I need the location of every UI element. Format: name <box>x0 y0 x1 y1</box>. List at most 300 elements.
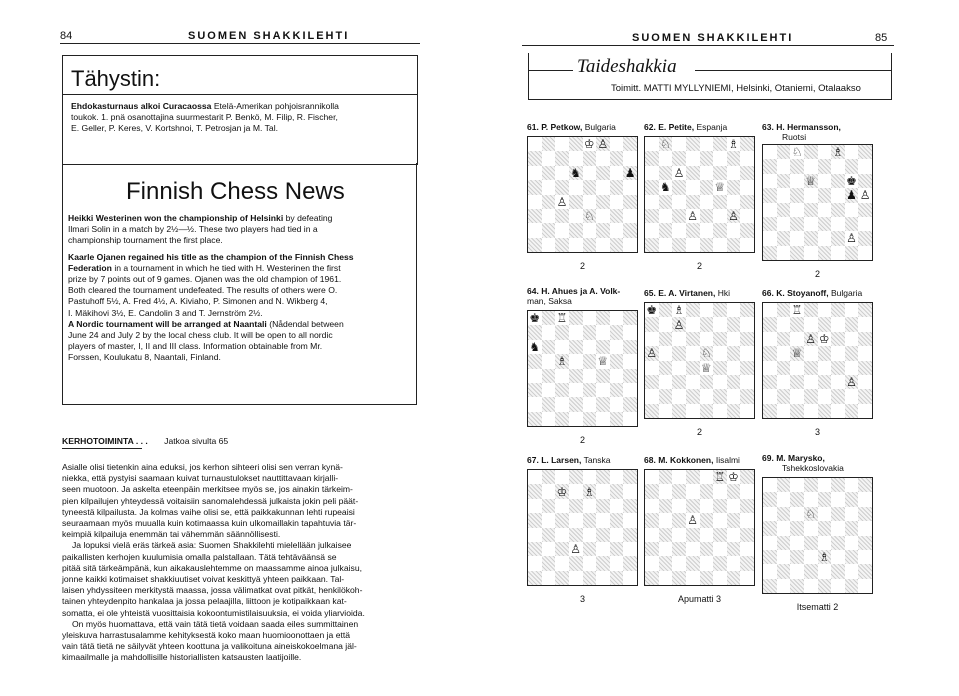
board-square <box>569 209 583 223</box>
board-square <box>831 492 845 506</box>
board-square <box>596 223 610 237</box>
board-square <box>623 499 637 513</box>
board-square <box>623 209 637 223</box>
board-square <box>845 174 859 188</box>
board-square <box>686 404 700 418</box>
board-square <box>700 389 714 403</box>
board-square <box>645 484 659 498</box>
board-square <box>569 325 583 339</box>
chess-piece-icon: ♗ <box>728 137 739 152</box>
board-square <box>790 217 804 231</box>
right-page-number: 85 <box>875 32 888 44</box>
board-square <box>645 195 659 209</box>
board-square <box>777 492 791 506</box>
board-square <box>831 346 845 360</box>
kerho-line: vain tätä tietä ne säilyvät yhteen koottuna ja valikoituna aineiskokoelmana jäl- <box>62 641 357 652</box>
board-square <box>818 346 832 360</box>
board-square <box>858 492 872 506</box>
board-square <box>777 217 791 231</box>
board-square <box>858 507 872 521</box>
board-square <box>804 492 818 506</box>
board-square <box>623 412 637 426</box>
board-square <box>727 542 741 556</box>
chess-piece-icon: ♞ <box>660 180 671 195</box>
board-square <box>858 361 872 375</box>
board-square <box>818 404 832 418</box>
board-square <box>700 332 714 346</box>
board-square <box>804 145 818 159</box>
board-square <box>542 383 556 397</box>
problem-caption: 2 <box>579 261 585 271</box>
board-square <box>555 151 569 165</box>
board-square <box>542 499 556 513</box>
board-square <box>858 303 872 317</box>
board-square <box>610 383 624 397</box>
board-square <box>569 499 583 513</box>
board-square <box>583 528 597 542</box>
board-square <box>845 217 859 231</box>
right-running-head: SUOMEN SHAKKILEHTI <box>632 32 794 44</box>
board-square <box>596 137 610 151</box>
board-square <box>596 528 610 542</box>
board-square <box>713 238 727 252</box>
board-square <box>569 369 583 383</box>
chess-board <box>644 469 755 586</box>
board-square <box>569 166 583 180</box>
board-square <box>583 238 597 252</box>
board-square <box>831 536 845 550</box>
board-square <box>686 332 700 346</box>
board-square <box>596 238 610 252</box>
chess-piece-icon: ♘ <box>700 346 712 361</box>
board-square <box>528 137 542 151</box>
board-square <box>596 571 610 585</box>
board-square <box>845 375 859 389</box>
board-square <box>672 166 686 180</box>
board-square <box>818 579 832 593</box>
board-square <box>542 571 556 585</box>
board-square <box>858 217 872 231</box>
board-square <box>542 484 556 498</box>
board-square <box>623 513 637 527</box>
board-square <box>790 332 804 346</box>
board-square <box>528 528 542 542</box>
board-square <box>700 484 714 498</box>
board-square <box>672 195 686 209</box>
chess-piece-icon: ♖ <box>556 311 568 326</box>
board-square <box>858 317 872 331</box>
board-square <box>672 332 686 346</box>
board-square <box>763 159 777 173</box>
board-square <box>528 542 542 556</box>
board-square <box>596 369 610 383</box>
board-square <box>672 375 686 389</box>
board-square <box>763 564 777 578</box>
board-square <box>831 579 845 593</box>
board-square <box>777 174 791 188</box>
board-square <box>623 195 637 209</box>
news-p2-line-3: Pastuhoff 5½, A. Fred 4½, A. Kiviaho, P. Simonen and N. Wikberg 4, <box>68 296 328 307</box>
board-square <box>542 238 556 252</box>
board-square <box>645 346 659 360</box>
tahystin-box <box>62 55 418 165</box>
board-square <box>790 550 804 564</box>
board-square <box>610 137 624 151</box>
board-square <box>610 209 624 223</box>
board-square <box>686 238 700 252</box>
board-square <box>727 238 741 252</box>
chess-piece-icon: ♔ <box>556 484 568 499</box>
problem-country: Ruotsi <box>782 132 807 142</box>
board-square <box>610 513 624 527</box>
left-running-head: SUOMEN SHAKKILEHTI <box>188 30 350 42</box>
board-square <box>713 513 727 527</box>
board-square <box>672 151 686 165</box>
board-square <box>659 223 673 237</box>
board-square <box>542 137 556 151</box>
board-square <box>713 375 727 389</box>
chess-piece-icon: ♙ <box>846 231 857 246</box>
kerho-line: seen muotoon. Ja askelta eteenpäin merkitsee myös se, jos ainakin tärkeim- <box>62 484 353 495</box>
chess-piece-icon: ♗ <box>583 484 595 499</box>
board-square <box>596 513 610 527</box>
chess-piece-icon: ♙ <box>687 513 699 528</box>
problem-author: M. Marysko, <box>776 453 825 463</box>
board-square <box>672 542 686 556</box>
board-square <box>672 209 686 223</box>
board-square <box>858 521 872 535</box>
board-square <box>713 389 727 403</box>
board-square <box>542 556 556 570</box>
kerhotoiminta-head <box>62 436 416 447</box>
board-square <box>700 528 714 542</box>
board-square <box>777 346 791 360</box>
news-p3-line-1: June 24 and July 2 by the local chess club. It will be open to all nordic <box>68 330 333 341</box>
board-square <box>763 174 777 188</box>
news-p2-lead-b: Federation <box>68 262 112 273</box>
problem-caption: Apumatti 3 <box>677 594 722 604</box>
board-square <box>740 209 754 223</box>
board-square <box>727 375 741 389</box>
chess-piece-icon: ♚ <box>646 303 658 318</box>
board-square <box>555 166 569 180</box>
board-square <box>845 346 859 360</box>
chess-board <box>762 302 873 419</box>
chess-piece-icon: ♟ <box>624 165 636 180</box>
board-square <box>659 484 673 498</box>
chess-piece-icon: ♔ <box>728 470 739 485</box>
board-square <box>831 389 845 403</box>
board-square <box>672 484 686 498</box>
board-square <box>659 571 673 585</box>
chess-piece-icon: ♗ <box>818 550 830 565</box>
kerho-head-rest: Jatkoa sivulta 65 <box>164 436 229 446</box>
board-square <box>569 470 583 484</box>
board-square <box>569 311 583 325</box>
board-square <box>672 470 686 484</box>
board-square <box>713 332 727 346</box>
board-square <box>740 404 754 418</box>
board-square <box>583 180 597 194</box>
problem-country: Bulgaria <box>584 122 616 132</box>
board-square <box>672 303 686 317</box>
board-square <box>727 470 741 484</box>
board-square <box>528 556 542 570</box>
board-square <box>686 389 700 403</box>
board-square <box>610 166 624 180</box>
board-square <box>700 209 714 223</box>
problem-author: H. Hermansson, <box>776 122 841 132</box>
board-square <box>542 311 556 325</box>
board-square <box>623 311 637 325</box>
board-square <box>858 231 872 245</box>
board-square <box>610 354 624 368</box>
board-square <box>569 484 583 498</box>
board-square <box>659 195 673 209</box>
board-square <box>569 137 583 151</box>
board-square <box>845 389 859 403</box>
board-square <box>740 542 754 556</box>
board-square <box>831 375 845 389</box>
board-square <box>596 354 610 368</box>
board-square <box>672 180 686 194</box>
board-square <box>818 507 832 521</box>
board-square <box>610 238 624 252</box>
board-square <box>740 238 754 252</box>
problem-label <box>762 453 873 473</box>
board-square <box>528 238 542 252</box>
board-square <box>528 397 542 411</box>
chess-board <box>527 310 638 427</box>
board-square <box>555 542 569 556</box>
problem-label <box>644 122 755 132</box>
board-square <box>623 180 637 194</box>
board-square <box>763 507 777 521</box>
problem-number: 62. <box>644 122 656 132</box>
chess-piece-icon: ♙ <box>556 194 568 209</box>
board-square <box>740 303 754 317</box>
tahystin-line-0: Etelä-Amerikan pohjoisrannikolla <box>213 101 339 111</box>
taideshakkia-left-rule <box>529 70 573 71</box>
board-square <box>700 499 714 513</box>
board-square <box>818 246 832 260</box>
news-p2-line-2: Both cleared the tournament undefeated. The results of others were O. <box>68 285 338 296</box>
chess-piece-icon: ♚ <box>529 311 541 326</box>
board-square <box>818 317 832 331</box>
board-square <box>831 303 845 317</box>
problem-number: 66. <box>762 288 774 298</box>
problem-label <box>527 286 638 306</box>
board-square <box>659 499 673 513</box>
board-square <box>672 361 686 375</box>
board-square <box>845 231 859 245</box>
board-square <box>583 542 597 556</box>
board-square <box>596 484 610 498</box>
board-square <box>569 340 583 354</box>
board-square <box>713 361 727 375</box>
chess-piece-icon: ♙ <box>805 331 817 346</box>
board-square <box>763 303 777 317</box>
kerho-line: paikallisten kerhojen kuulumisia omalla palstallaan. Tätä tehtäväänsä se <box>62 551 337 562</box>
board-square <box>659 528 673 542</box>
board-square <box>645 542 659 556</box>
board-square <box>727 571 741 585</box>
board-square <box>845 404 859 418</box>
problem-author: E. Petite, <box>658 122 695 132</box>
chess-piece-icon: ♘ <box>791 145 803 160</box>
board-square <box>740 137 754 151</box>
board-square <box>700 238 714 252</box>
board-square <box>583 484 597 498</box>
board-square <box>790 188 804 202</box>
board-square <box>804 217 818 231</box>
board-square <box>804 317 818 331</box>
right-head-rule <box>522 45 894 46</box>
board-square <box>831 246 845 260</box>
problem-country: Iisalmi <box>715 455 740 465</box>
board-square <box>845 478 859 492</box>
board-square <box>528 209 542 223</box>
board-square <box>777 507 791 521</box>
board-square <box>686 499 700 513</box>
board-square <box>569 180 583 194</box>
problem-caption: 2 <box>579 435 585 445</box>
board-square <box>818 521 832 535</box>
board-square <box>555 513 569 527</box>
board-square <box>659 542 673 556</box>
board-square <box>831 564 845 578</box>
board-square <box>845 332 859 346</box>
board-square <box>727 528 741 542</box>
board-square <box>686 542 700 556</box>
board-square <box>777 564 791 578</box>
news-p1-line-0: by defeating <box>285 213 333 223</box>
board-square <box>831 550 845 564</box>
board-square <box>700 571 714 585</box>
board-square <box>740 361 754 375</box>
board-square <box>623 556 637 570</box>
board-square <box>700 404 714 418</box>
board-square <box>610 397 624 411</box>
board-square <box>645 556 659 570</box>
board-square <box>790 346 804 360</box>
board-square <box>818 375 832 389</box>
board-square <box>596 195 610 209</box>
board-square <box>845 492 859 506</box>
board-square <box>610 556 624 570</box>
board-square <box>555 571 569 585</box>
board-square <box>645 404 659 418</box>
board-square <box>610 369 624 383</box>
board-square <box>763 145 777 159</box>
board-square <box>831 145 845 159</box>
board-square <box>700 223 714 237</box>
board-square <box>555 137 569 151</box>
board-square <box>845 317 859 331</box>
board-square <box>610 528 624 542</box>
board-square <box>818 174 832 188</box>
board-square <box>713 180 727 194</box>
kerho-head-rule <box>62 448 142 449</box>
board-square <box>804 579 818 593</box>
board-square <box>542 166 556 180</box>
board-square <box>542 470 556 484</box>
board-square <box>623 484 637 498</box>
problem-caption: 2 <box>696 261 702 271</box>
board-square <box>713 166 727 180</box>
board-square <box>528 340 542 354</box>
chess-piece-icon: ♚ <box>846 173 857 188</box>
board-square <box>740 180 754 194</box>
board-square <box>777 375 791 389</box>
board-square <box>763 478 777 492</box>
board-square <box>858 346 872 360</box>
board-square <box>727 166 741 180</box>
board-square <box>686 151 700 165</box>
board-square <box>858 246 872 260</box>
board-square <box>700 556 714 570</box>
board-square <box>858 579 872 593</box>
board-square <box>659 151 673 165</box>
kerho-line: yleiskuva harrastusalamme kehityksestä koko maan huomioonottaen ja että <box>62 630 351 641</box>
board-square <box>845 246 859 260</box>
board-square <box>583 412 597 426</box>
board-square <box>686 375 700 389</box>
board-square <box>831 332 845 346</box>
chess-piece-icon: ♙ <box>673 165 685 180</box>
board-square <box>727 180 741 194</box>
board-square <box>610 311 624 325</box>
board-square <box>645 332 659 346</box>
board-square <box>831 188 845 202</box>
board-square <box>727 556 741 570</box>
board-square <box>555 556 569 570</box>
board-square <box>555 412 569 426</box>
board-square <box>818 361 832 375</box>
board-square <box>790 536 804 550</box>
board-square <box>713 404 727 418</box>
board-square <box>623 528 637 542</box>
tahystin-text <box>71 101 411 134</box>
board-square <box>713 195 727 209</box>
board-square <box>623 354 637 368</box>
board-square <box>818 492 832 506</box>
board-square <box>596 383 610 397</box>
board-square <box>569 513 583 527</box>
board-square <box>763 361 777 375</box>
board-square <box>610 223 624 237</box>
board-square <box>818 536 832 550</box>
board-square <box>740 513 754 527</box>
board-square <box>555 528 569 542</box>
board-square <box>858 145 872 159</box>
board-square <box>713 137 727 151</box>
board-square <box>713 346 727 360</box>
board-square <box>686 137 700 151</box>
board-square <box>659 303 673 317</box>
finnish-news-body <box>68 213 410 364</box>
board-square <box>777 550 791 564</box>
board-square <box>623 166 637 180</box>
board-square <box>727 361 741 375</box>
board-square <box>818 159 832 173</box>
board-square <box>713 571 727 585</box>
board-square <box>777 203 791 217</box>
board-square <box>542 340 556 354</box>
chess-piece-icon: ♔ <box>818 331 830 346</box>
board-square <box>555 325 569 339</box>
board-square <box>610 484 624 498</box>
